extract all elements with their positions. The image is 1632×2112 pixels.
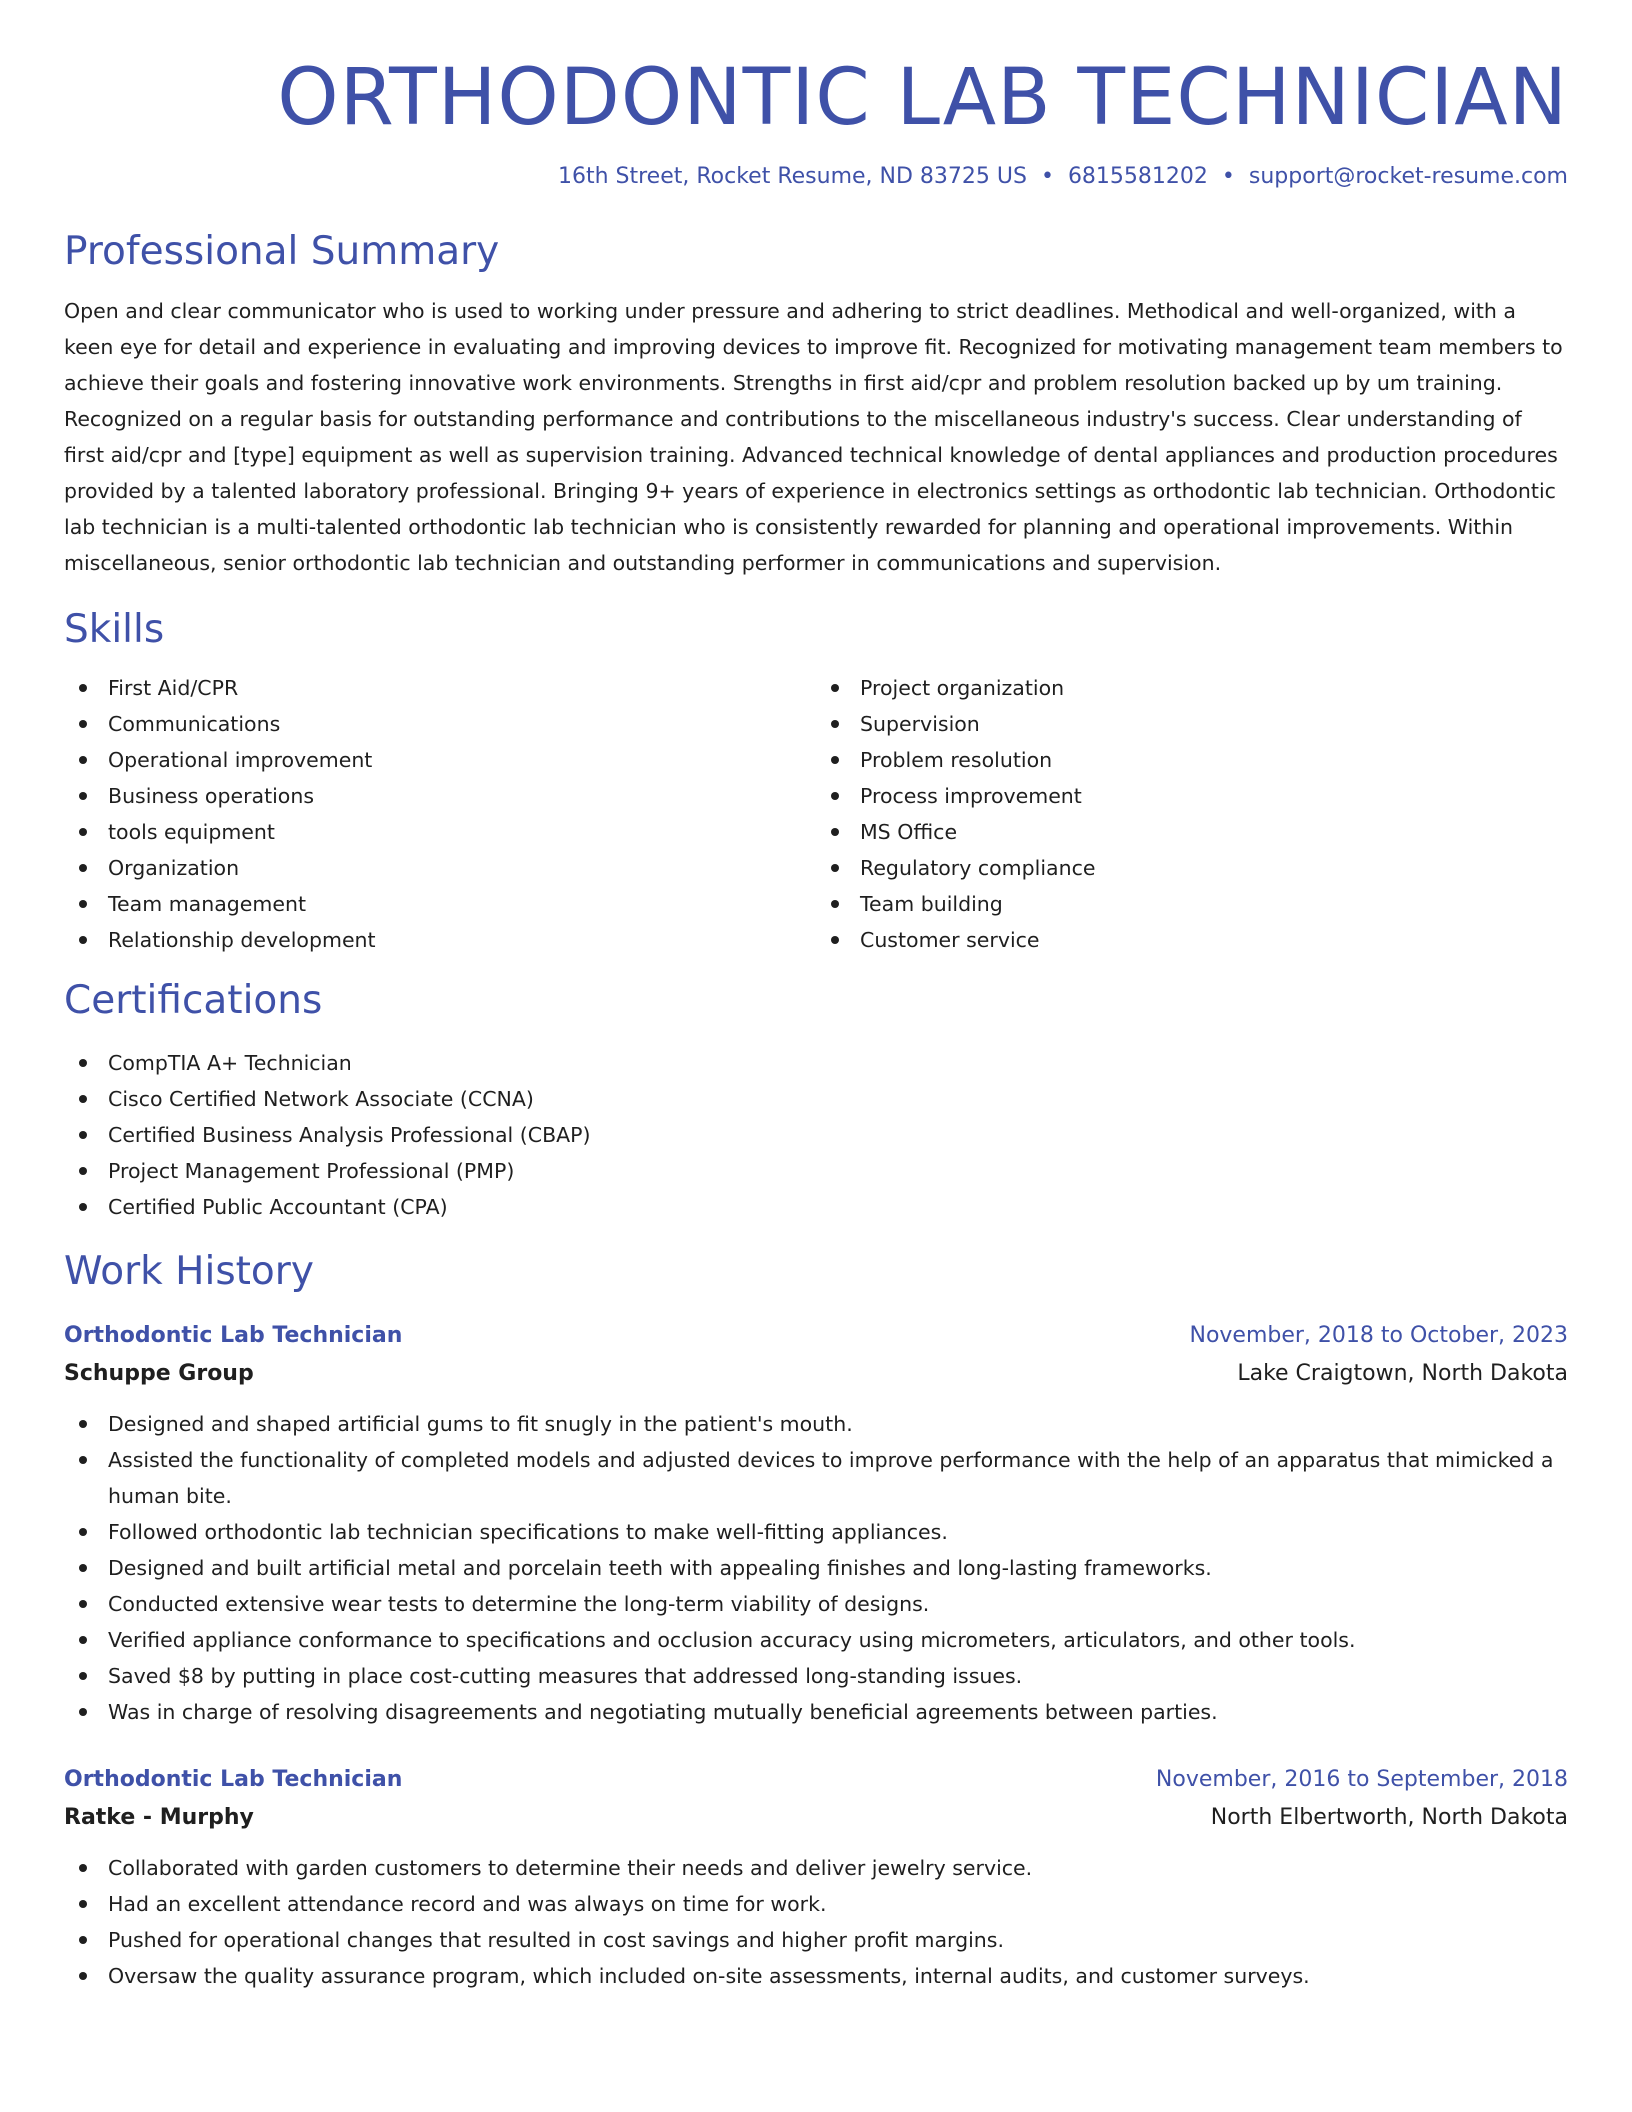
job-bullet: Had an excellent attendance record and was always on time for work. [108, 1886, 1568, 1922]
contact-email: support@rocket-resume.com [1248, 163, 1568, 189]
work-history-heading: Work History [64, 1248, 314, 1294]
job-dates: November, 2018 to October, 2023 [1189, 1322, 1568, 1348]
skill-item: Business operations [108, 778, 816, 814]
job-bullet: Followed orthodontic lab technician specifications to make well-fitting appliances. [108, 1514, 1568, 1550]
skill-item: MS Office [860, 814, 1568, 850]
skill-item: tools equipment [108, 814, 816, 850]
certification-item: Certified Public Accountant (CPA) [108, 1189, 1568, 1225]
job-bullet: Assisted the functionality of completed models and adjusted devices to improve performance with the help of an apparatus that mimicked a human bite. [108, 1442, 1568, 1514]
resume-page [64, 0, 1568, 1994]
job-bullet: Saved $8 by putting in place cost-cutting measures that addressed long-standing issues. [108, 1658, 1568, 1694]
job-bullet: Pushed for operational changes that resulted in cost savings and higher profit margins. [108, 1922, 1568, 1958]
job-dates: November, 2016 to September, 2018 [1155, 1766, 1568, 1792]
job-title-row [64, 1318, 1568, 1354]
job-entry [64, 1318, 1568, 1730]
skill-item: Process improvement [860, 778, 1568, 814]
job-company-row [64, 1354, 1568, 1394]
resume-title: ORTHODONTIC LAB TECHNICIAN [277, 53, 1568, 143]
job-bullet: Collaborated with garden customers to determine their needs and deliver jewelry service. [108, 1850, 1568, 1886]
skill-item: Operational improvement [108, 742, 816, 778]
skill-item: Relationship development [108, 922, 816, 958]
job-bullets [64, 1406, 1568, 1730]
contact-line [64, 164, 1568, 189]
job-bullet: Was in charge of resolving disagreements and negotiating mutually beneficial agreements between parties. [108, 1694, 1568, 1730]
summary-text: Open and clear communicator who is used to working under pressure and adhering to strict deadlines. Methodical and well-organized, with a keen eye for detail and experience in evaluating and improving devices to improve fit. Recognized for motivating management team members to achieve their goals and fostering innovative work environments. Strengths in first aid/cpr and problem resolution backed up by um training. Recognized on a regular basis for outstanding performance and contributions to the miscellaneous industry's success. Clear understanding of first aid/cpr and [type] equipment as well as supervision training. Advanced technical knowledge of dental appliances and production procedures provided by a talented laboratory professional. Bringing 9+ years of experience in electronics settings as orthodontic lab technician. Orthodontic lab technician is a multi-talented orthodontic lab technician who is consistently rewarded for planning and operational improvements. Within miscellaneous, senior orthodontic lab technician and outstanding performer in communications and supervision. [64, 299, 1563, 576]
skill-item: Problem resolution [860, 742, 1568, 778]
contact-separator: • [1040, 163, 1054, 189]
job-title: Orthodontic Lab Technician [64, 1766, 403, 1792]
job-company: Ratke - Murphy [64, 1804, 254, 1830]
job-title: Orthodontic Lab Technician [64, 1322, 403, 1348]
job-location: Lake Craigtown, North Dakota [1237, 1360, 1568, 1386]
job-bullets [64, 1850, 1568, 1994]
skill-item: Team building [860, 886, 1568, 922]
job-location: North Elbertworth, North Dakota [1210, 1804, 1568, 1830]
job-bullet: Oversaw the quality assurance program, which included on-site assessments, internal audits, and customer surveys. [108, 1958, 1568, 1994]
skill-item: Project organization [860, 670, 1568, 706]
skills-list-left [64, 670, 816, 958]
skill-item: Team management [108, 886, 816, 922]
contact-separator: • [1221, 163, 1235, 189]
skill-item: Organization [108, 850, 816, 886]
contact-phone: 6815581202 [1067, 163, 1208, 189]
job-bullet: Verified appliance conformance to specifications and occlusion accuracy using micrometers, articulators, and other tools. [108, 1622, 1568, 1658]
certifications-heading: Certifications [64, 978, 323, 1024]
job-title-row [64, 1762, 1568, 1798]
job-bullet: Conducted extensive wear tests to determine the long-term viability of designs. [108, 1586, 1568, 1622]
skill-item: Customer service [860, 922, 1568, 958]
skill-item: First Aid/CPR [108, 670, 816, 706]
contact-address: 16th Street, Rocket Resume, ND 83725 US [557, 163, 1027, 189]
job-entry [64, 1762, 1568, 1994]
skill-item: Supervision [860, 706, 1568, 742]
summary-heading: Professional Summary [64, 228, 500, 274]
certification-item: Cisco Certified Network Associate (CCNA) [108, 1081, 1568, 1117]
certification-item: Project Management Professional (PMP) [108, 1153, 1568, 1189]
certifications-list [64, 1045, 1568, 1225]
certification-item: CompTIA A+ Technician [108, 1045, 1568, 1081]
skill-item: Regulatory compliance [860, 850, 1568, 886]
skills-list-right [816, 670, 1568, 958]
job-company: Schuppe Group [64, 1360, 254, 1386]
job-bullet: Designed and built artificial metal and porcelain teeth with appealing finishes and long-lasting frameworks. [108, 1550, 1568, 1586]
skill-item: Communications [108, 706, 816, 742]
skills-heading: Skills [64, 607, 165, 653]
job-bullet: Designed and shaped artificial gums to fit snugly in the patient's mouth. [108, 1406, 1568, 1442]
certification-item: Certified Business Analysis Professional (CBAP) [108, 1117, 1568, 1153]
job-company-row [64, 1798, 1568, 1838]
skills-columns [64, 670, 1568, 958]
